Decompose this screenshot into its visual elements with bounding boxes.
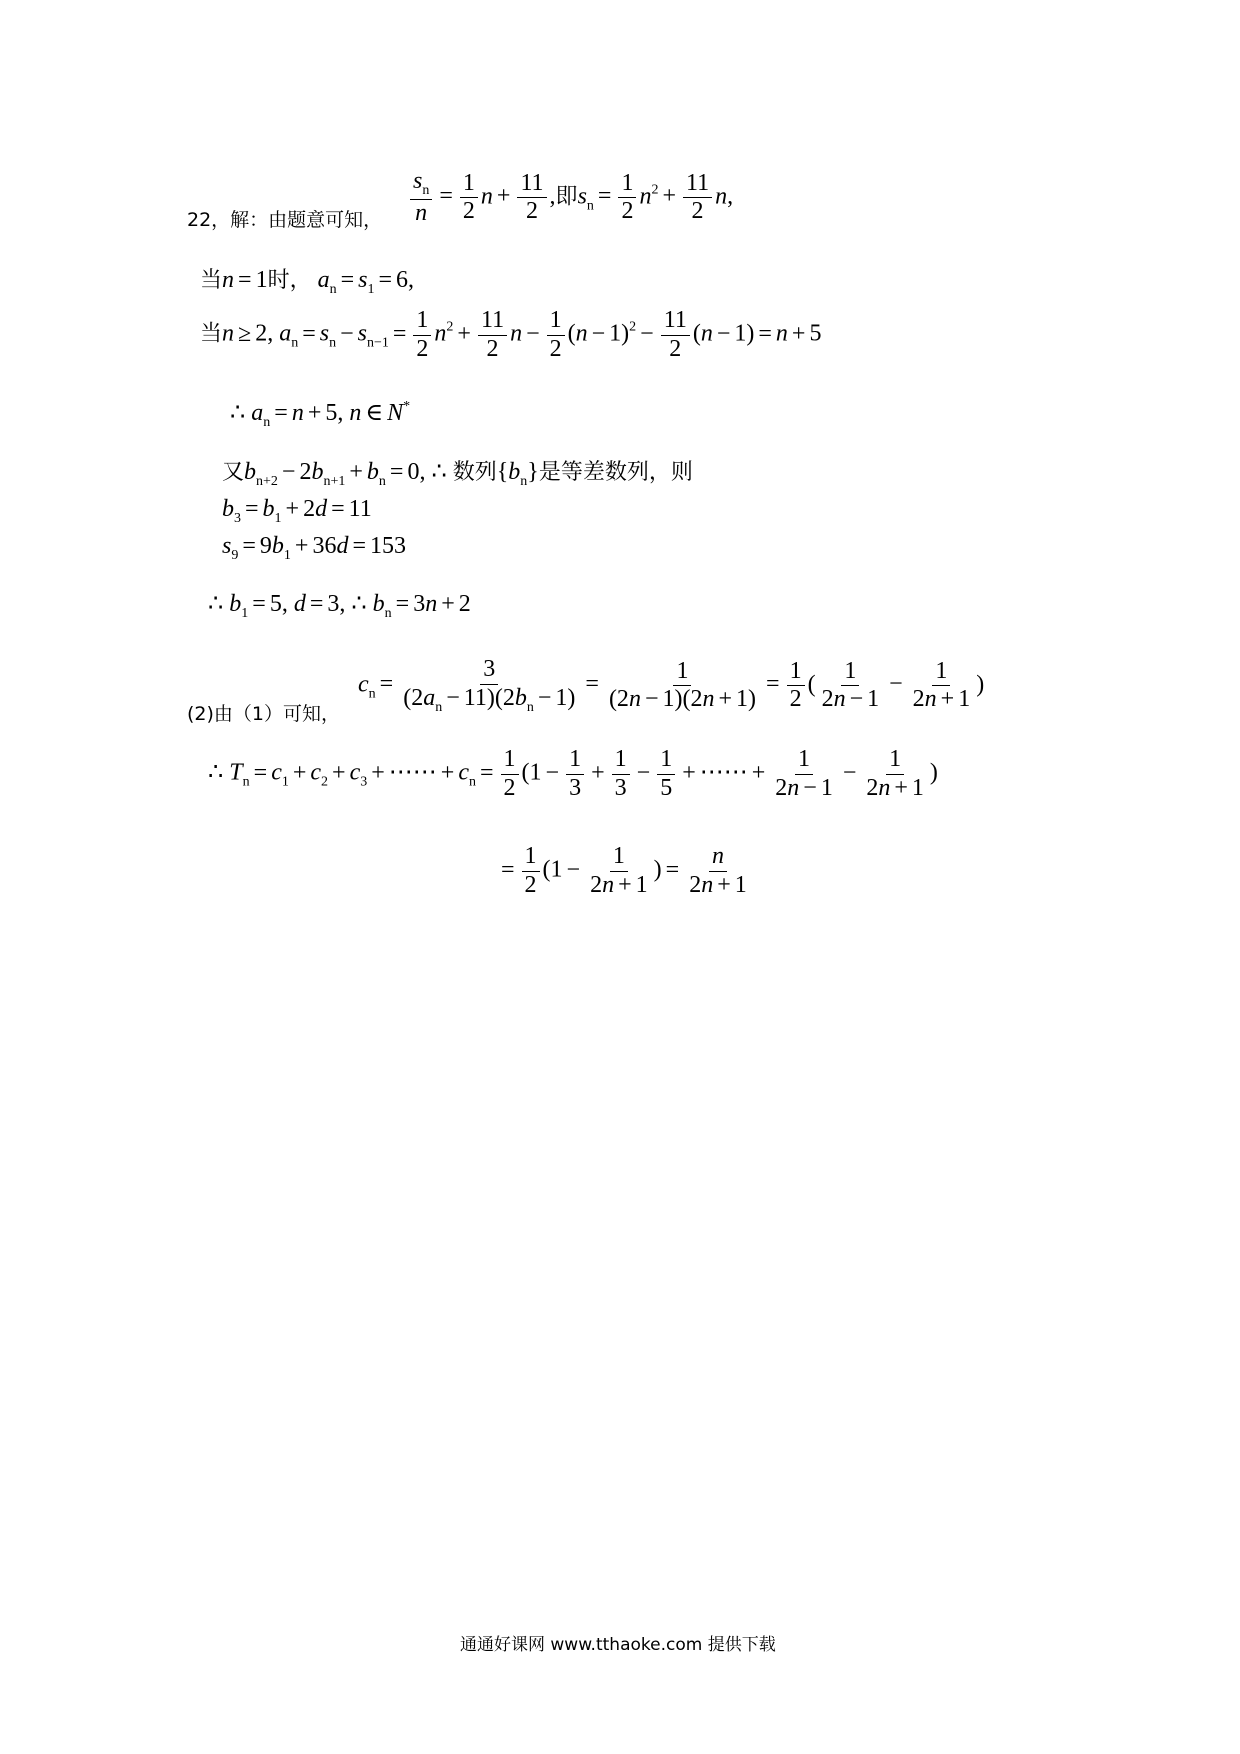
equation-n-geq-2: 当n ≥ 2, $a_n = s_n - s_{n-1}$ = $\frac{1}{2}$ $n^2$ + $\frac{11}{2}$ n − $\frac{1}{2}$ $(n - 1)^2$ − $\frac{11}{2}$ (n − 1) = n + 5 [200, 307, 822, 362]
equation-sn-over-n: $\frac{s_n}{n}$ = $\frac{1}{2}$ n + $\frac{11}{2}$ ,即$s_n$ = $\frac{1}{2}$ $n^2$ + $\frac{11}{2}$ n, [407, 168, 733, 228]
equation-an-result: ∴ $a_n = n + 5$, n ∈ N* [230, 399, 411, 430]
equation-cn: $c_n$ = $\frac{3}{(2a_n - 11)(2b_n - 1)}$ = $\frac{1}{(2n - 1)(2n + 1)}$ = $\frac{1}{2}$ ( $\frac{1}{2n - 1}$ − $\frac{1}{2n + 1}$ ) [358, 656, 985, 715]
part2-label: (2)由（1）可知， [187, 703, 341, 725]
text-ji: 即 [555, 184, 578, 210]
equation-b3: $b_3 = b_1 + 2d = 11$ [222, 496, 372, 526]
equation-s9: $s_9 = 9b_1 + 36d = 153$ [222, 533, 406, 563]
footer-source: 通通好课网 www.tthaoke.com 提供下载 [460, 1635, 776, 1655]
equation-tn-result: = $\frac{1}{2}$ (1 − $\frac{1}{2n + 1}$ ) = $\frac{n}{2n + 1}$ [501, 843, 747, 898]
equation-tn-sum: ∴ $T_n = c_1 + c_2 + c_3$ + ⋯⋯ + $c_n$ = $\frac{1}{2}$ (1 − $\frac{1}{3}$ + $\frac{1}{3}$ − $\frac{1}{5}$ + ⋯⋯ + $\frac{1}{2n - 1}$ − $\frac{1}{2n + 1}$ ) [208, 746, 938, 801]
equation-n-equals-1: 当n = 1时， $a_n = s_1 = 6$, [200, 267, 415, 297]
equation-b-recurrence: 又$b_{n+2} - 2b_{n+1} + b_n = 0$, ∴ 数列$\{b_n\}$是等差数列，则 [222, 459, 693, 489]
problem-label: 22，解：由题意可知， [187, 209, 383, 231]
equation-bn-result: ∴ $b_1 = 5$, d = 3, ∴ $b_n = 3n + 2$ [208, 591, 471, 621]
